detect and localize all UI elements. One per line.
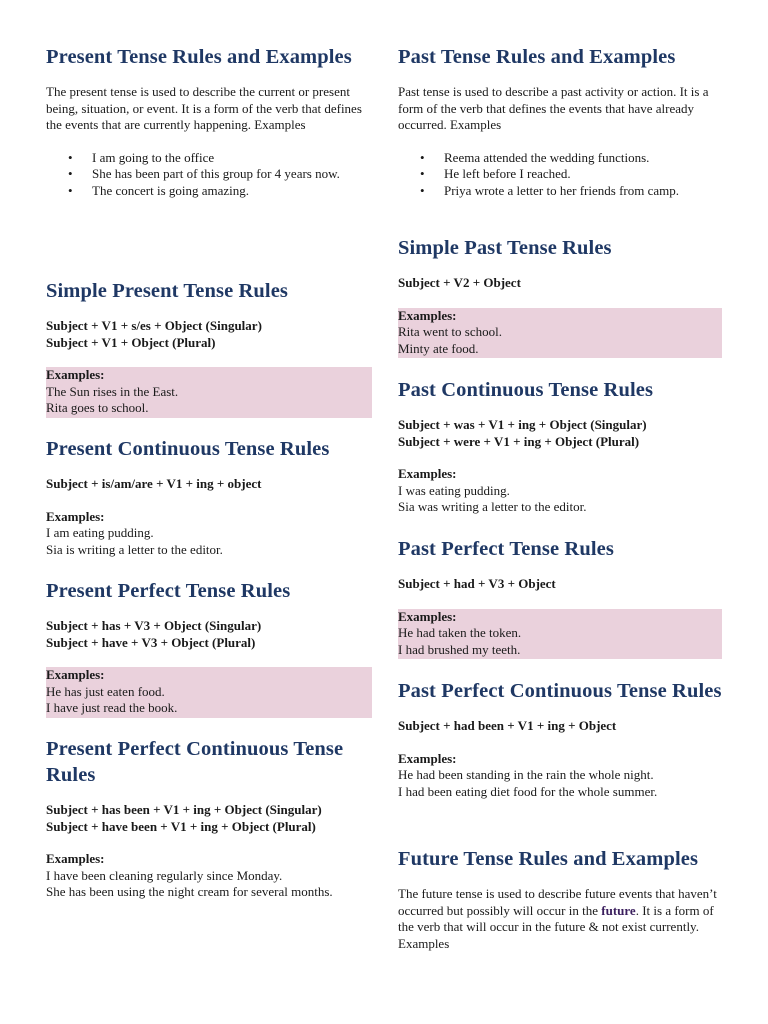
- section-heading: Present Perfect Tense Rules: [46, 580, 291, 602]
- present-perfect-section: [46, 578, 372, 718]
- example-line: I was eating pudding.: [398, 482, 510, 498]
- rule-formula: Subject + is/am/are + V1 + ing + object: [46, 476, 262, 491]
- example-line: I am eating pudding.: [46, 525, 154, 541]
- examples-box: [398, 751, 722, 801]
- past-perfect-continuous-section: [398, 678, 722, 800]
- section-heading: Past Perfect Continuous Tense Rules: [398, 680, 722, 702]
- rule-formula: Subject + V2 + Object: [398, 275, 521, 290]
- section-heading: Past Perfect Tense Rules: [398, 538, 614, 560]
- examples-label: Examples:: [46, 508, 105, 524]
- rule-formula: Subject + V1 + s/es + Object (Singular): [46, 318, 262, 333]
- simple-present-section: [46, 278, 372, 418]
- example-line: I had been eating diet food for the whole summer.: [398, 783, 658, 799]
- rule-formula: Subject + has + V3 + Object (Singular): [46, 618, 262, 633]
- examples-box: [46, 367, 372, 418]
- rule-block: [398, 275, 722, 292]
- section-heading: Past Tense Rules and Examples: [398, 46, 676, 68]
- section-heading: Present Tense Rules and Examples: [46, 46, 352, 68]
- examples-box: [46, 851, 372, 901]
- present-continuous-section: [46, 436, 372, 558]
- rule-formula: Subject + have + V3 + Object (Plural): [46, 634, 256, 650]
- list-item: • She has been part of this group for 4 years now.: [46, 166, 372, 183]
- example-line: I had brushed my teeth.: [398, 641, 521, 657]
- example-line: I have been cleaning regularly since Monday.: [46, 867, 283, 883]
- rule-formula: Subject + were + V1 + ing + Object (Plural): [398, 433, 640, 449]
- rule-formula: Subject + was + V1 + ing + Object (Singular): [398, 417, 647, 432]
- list-item: • Priya wrote a letter to her friends from camp.: [398, 183, 722, 200]
- rule-block: [46, 802, 372, 835]
- example-line: I have just read the book.: [46, 700, 178, 716]
- example-line: Sia was writing a letter to the editor.: [398, 499, 587, 515]
- future-tense-section: [398, 846, 722, 952]
- present-tense-section: [46, 44, 372, 200]
- rule-block: [398, 718, 722, 735]
- section-intro: [398, 886, 722, 952]
- example-line: Rita goes to school.: [46, 400, 149, 416]
- rule-block: [398, 576, 722, 593]
- example-line: Rita went to school.: [398, 324, 502, 340]
- rule-formula: Subject + had been + V1 + ing + Object: [398, 718, 617, 733]
- example-line: He had taken the token.: [398, 625, 522, 641]
- examples-label: Examples:: [398, 307, 457, 323]
- example-list: [46, 150, 372, 200]
- intro-text: The future tense is used to describe future events that haven’t occurred but possibly will occur in the: [398, 886, 717, 918]
- example-line: Minty ate food.: [398, 340, 479, 356]
- rule-block: [46, 318, 372, 351]
- examples-label: Examples:: [398, 750, 457, 766]
- section-heading: Simple Past Tense Rules: [398, 237, 612, 259]
- section-heading: Past Continuous Tense Rules: [398, 379, 654, 401]
- section-heading: Present Continuous Tense Rules: [46, 438, 330, 460]
- examples-label: Examples:: [398, 466, 457, 482]
- examples-label: Examples:: [398, 608, 457, 624]
- list-item: • The concert is going amazing.: [46, 183, 372, 200]
- rule-block: [398, 417, 722, 450]
- past-continuous-section: [398, 377, 722, 516]
- rule-formula: Subject + have been + V1 + ing + Object (Plural): [46, 818, 316, 834]
- example-line: The Sun rises in the East.: [46, 383, 179, 399]
- intro-text: . It is a form of the verb that will occur in the future & not exist currently. Examples: [398, 902, 714, 951]
- future-link[interactable]: future: [601, 902, 636, 918]
- example-line: He had been standing in the rain the whole night.: [398, 767, 654, 783]
- examples-box: [398, 308, 722, 359]
- rule-formula: Subject + had + V3 + Object: [398, 576, 556, 591]
- examples-label: Examples:: [46, 667, 105, 683]
- rule-formula: Subject + V1 + Object (Plural): [46, 334, 216, 350]
- simple-past-section: [398, 235, 722, 358]
- rule-formula: Subject + has been + V1 + ing + Object (Singular): [46, 802, 322, 817]
- example-list: [398, 150, 722, 200]
- example-line: Sia is writing a letter to the editor.: [46, 541, 223, 557]
- section-intro: The present tense is used to describe the current or present being, situation, or event. It is a form of the verb that defines the events that are currently happening. Examples: [46, 84, 362, 133]
- list-item: • Reema attended the wedding functions.: [398, 150, 722, 167]
- rule-block: [46, 476, 372, 493]
- past-perfect-section: [398, 536, 722, 659]
- section-intro: Past tense is used to describe a past activity or action. It is a form of the verb that defines the events that have already occurred. Examples: [398, 84, 709, 133]
- section-heading: Simple Present Tense Rules: [46, 280, 288, 302]
- list-item: • He left before I reached.: [398, 166, 722, 183]
- present-perfect-continuous-section: [46, 736, 372, 901]
- examples-label: Examples:: [46, 367, 105, 383]
- examples-box: [398, 466, 722, 516]
- examples-box: [46, 667, 372, 718]
- section-heading: Future Tense Rules and Examples: [398, 848, 699, 870]
- list-item: • I am going to the office: [46, 150, 372, 167]
- example-line: He has just eaten food.: [46, 683, 165, 699]
- examples-label: Examples:: [46, 851, 105, 867]
- example-line: She has been using the night cream for several months.: [46, 884, 333, 900]
- examples-box: [46, 509, 372, 559]
- examples-box: [398, 609, 722, 660]
- past-tense-section: [398, 44, 722, 200]
- section-heading: Present Perfect Continuous Tense Rules: [46, 738, 344, 786]
- rule-block: [46, 618, 372, 651]
